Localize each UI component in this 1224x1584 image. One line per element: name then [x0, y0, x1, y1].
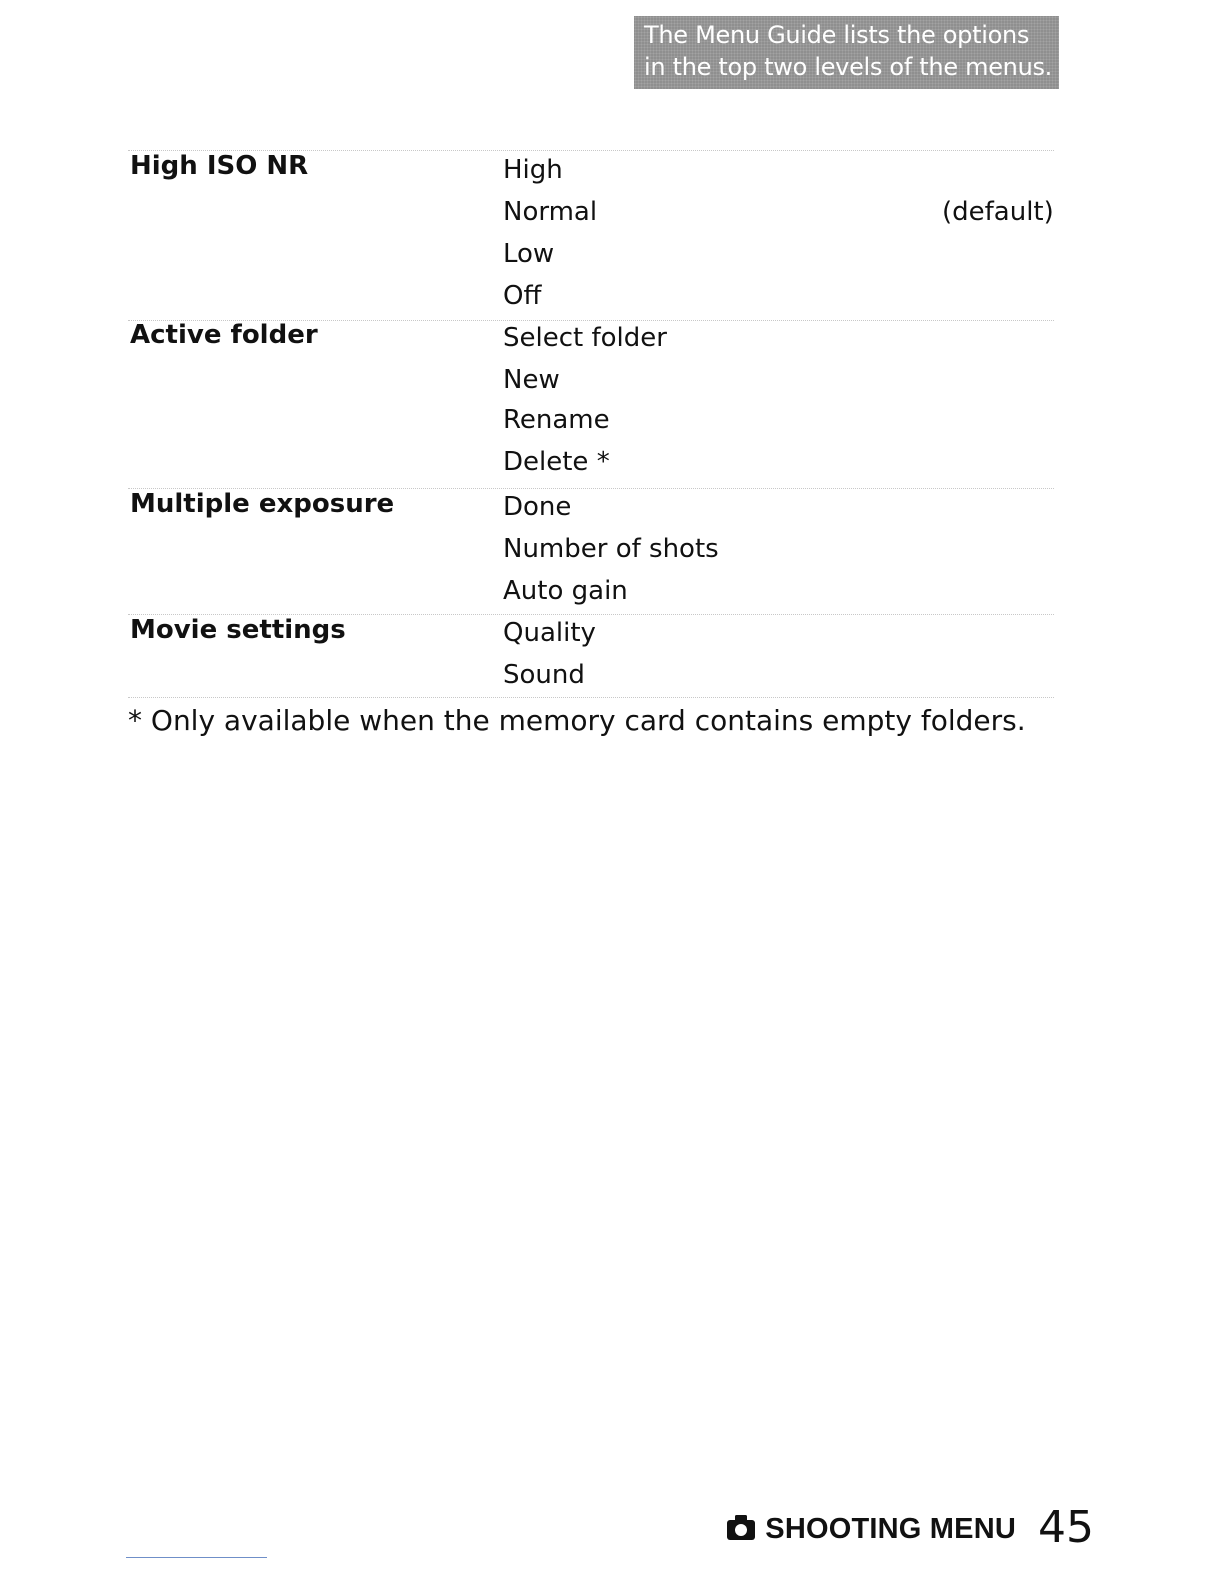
banner-line-2: in the top two levels of the menus. — [644, 53, 1053, 81]
option-normal: Normal — [503, 197, 598, 227]
option-sound: Sound — [503, 660, 585, 690]
camera-icon — [727, 1512, 755, 1542]
bottom-rule — [126, 1557, 267, 1558]
option-off: Off — [503, 281, 542, 311]
option-low: Low — [503, 239, 555, 269]
footnote: * Only available when the memory card contains empty folders. — [128, 704, 1026, 737]
option-delete: Delete * — [503, 447, 610, 477]
menu-item-multiple-exposure: Multiple exposure — [130, 489, 395, 519]
option-rename: Rename — [503, 405, 610, 435]
default-tag: (default) — [942, 197, 1054, 227]
page-number: 45 — [1038, 1502, 1094, 1553]
option-high: High — [503, 155, 563, 185]
option-quality: Quality — [503, 618, 596, 648]
page-footer — [727, 1500, 1094, 1552]
option-done: Done — [503, 492, 572, 522]
section-name: SHOOTING MENU — [765, 1513, 1016, 1545]
option-new: New — [503, 365, 560, 395]
menu-guide-banner — [634, 16, 1059, 89]
menu-item-active-folder: Active folder — [130, 320, 318, 350]
row-divider — [128, 697, 1054, 698]
option-select-folder: Select folder — [503, 323, 667, 353]
menu-item-movie-settings: Movie settings — [130, 615, 346, 645]
option-auto-gain: Auto gain — [503, 576, 628, 606]
option-number-of-shots: Number of shots — [503, 534, 719, 564]
menu-item-high-iso-nr: High ISO NR — [130, 151, 309, 181]
banner-line-1: The Menu Guide lists the options — [644, 21, 1030, 49]
